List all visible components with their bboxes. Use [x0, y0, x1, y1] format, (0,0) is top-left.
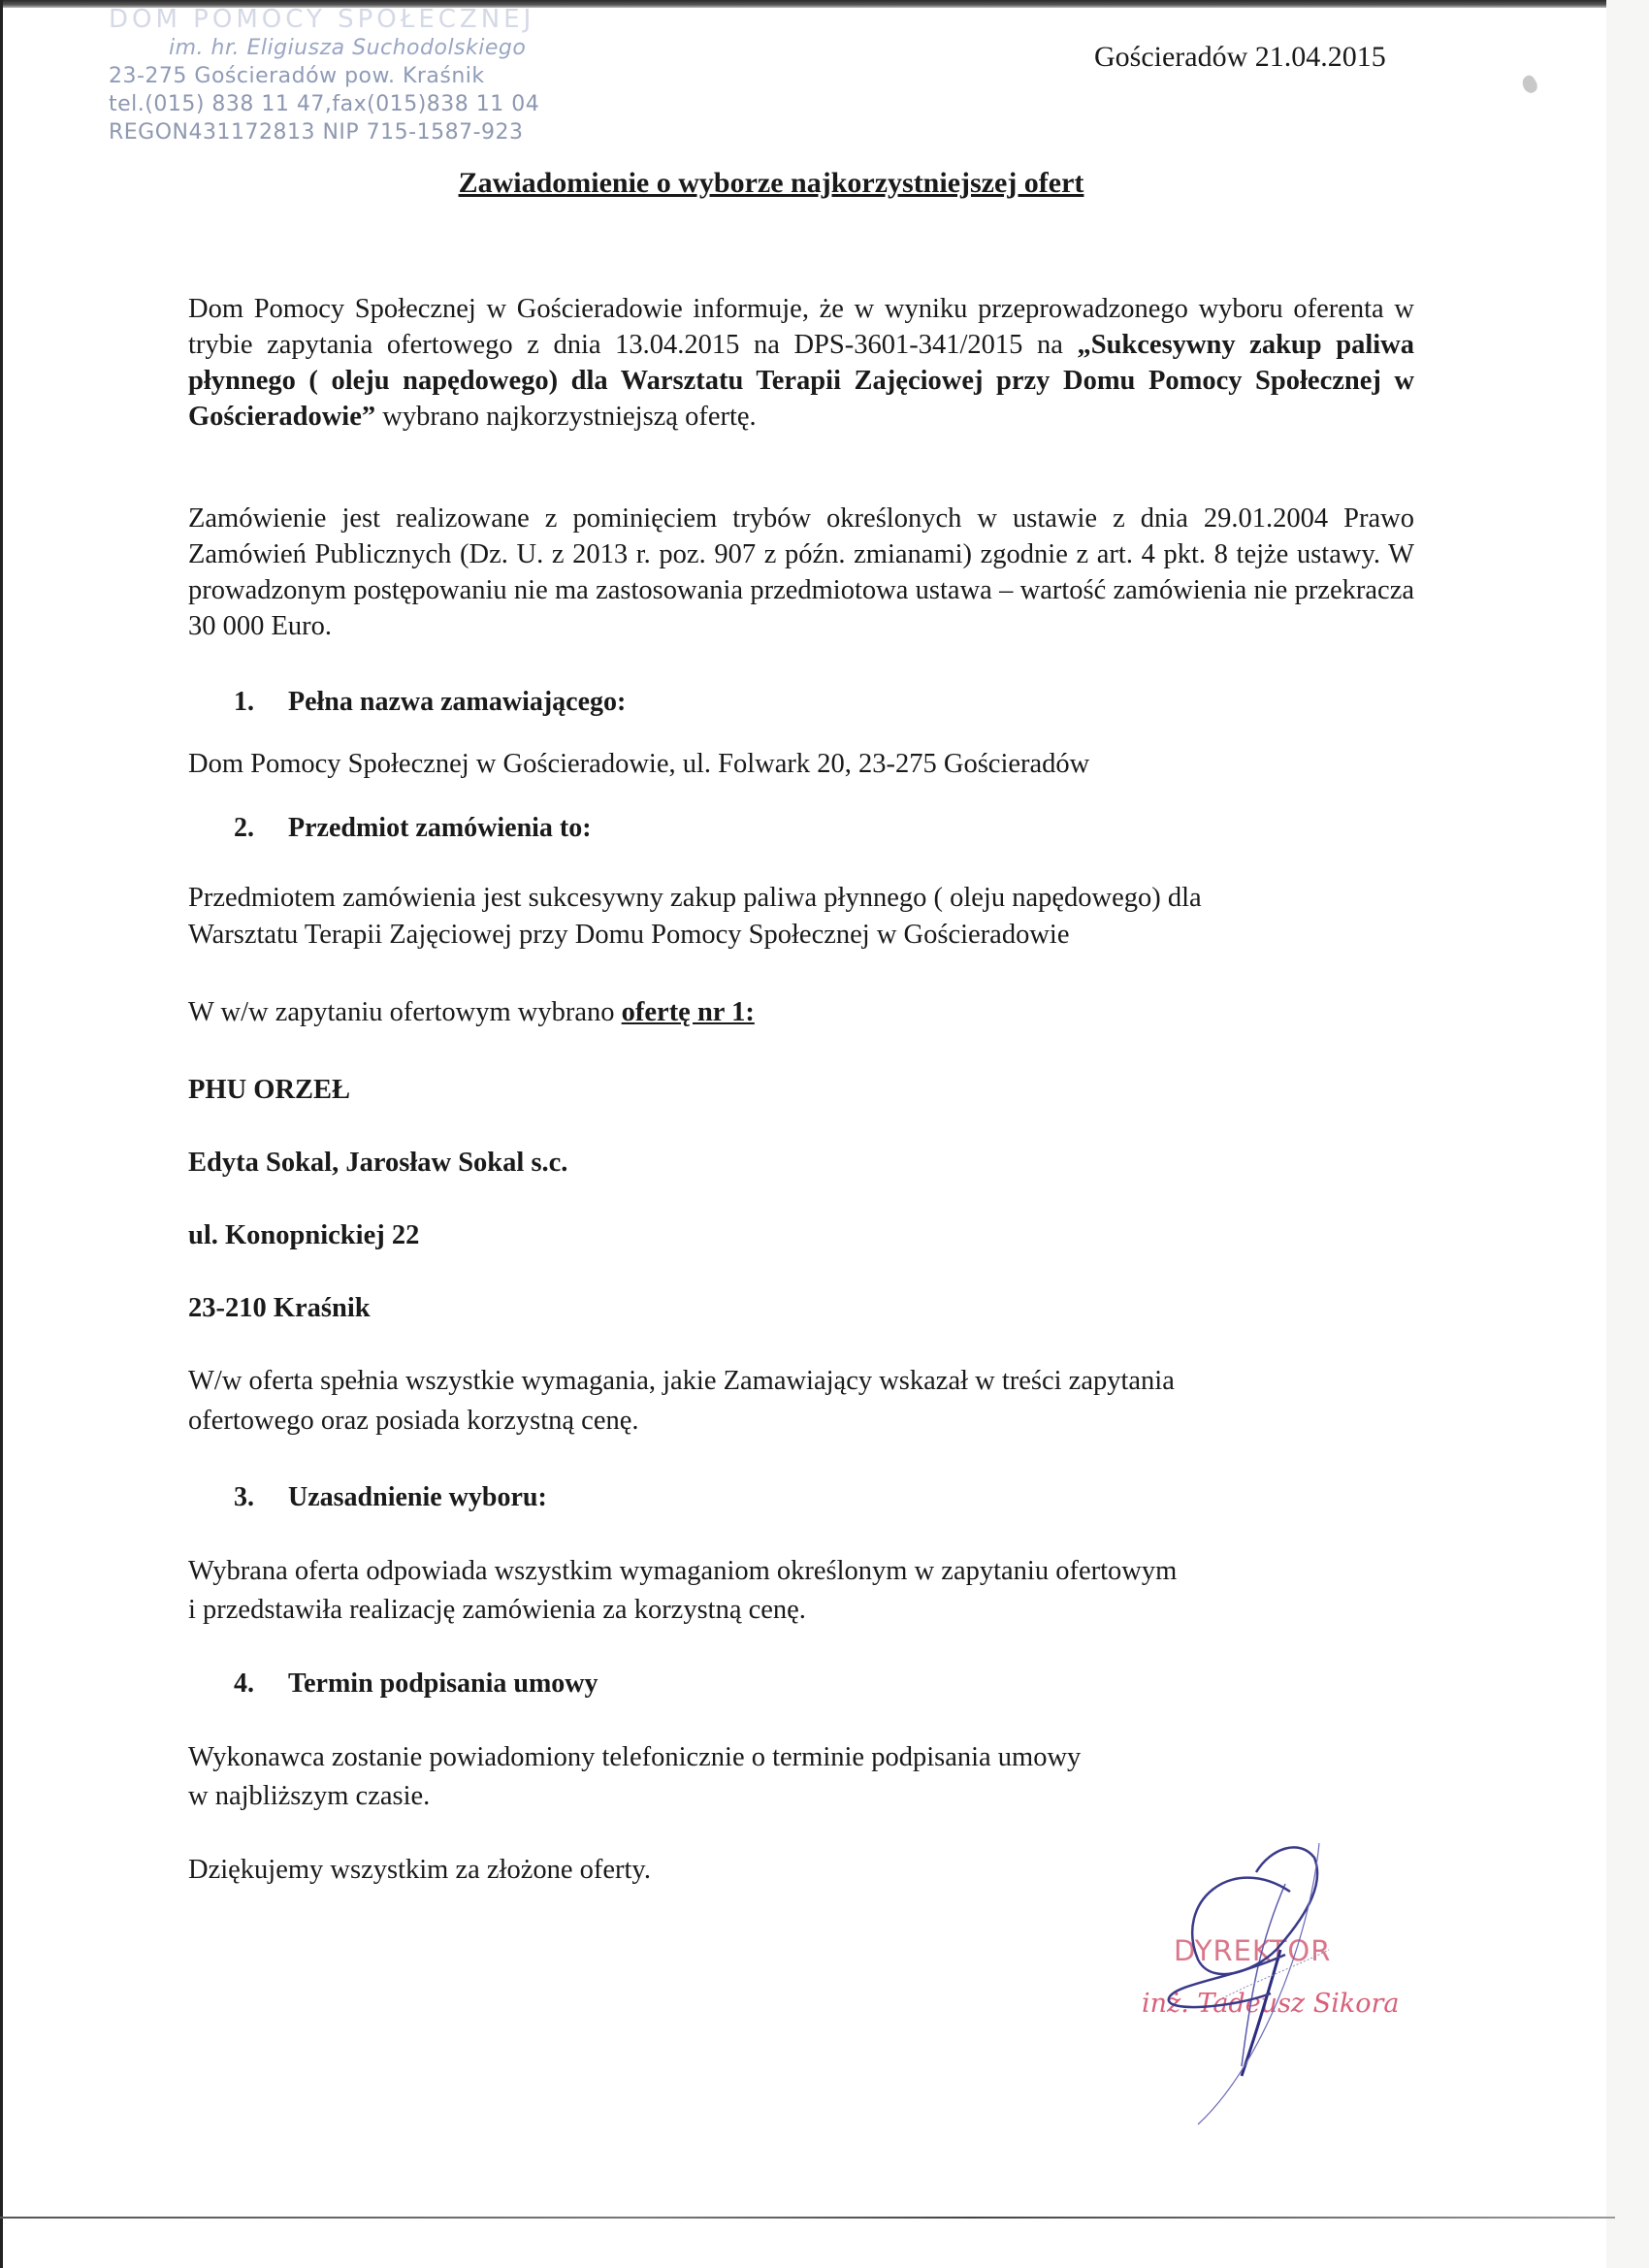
document-title-text: Zawiadomienie o wyborze najkorzystniejszej ofert: [458, 167, 1084, 199]
section-title: Pełna nazwa zamawiającego:: [288, 687, 627, 717]
scan-left-border: [0, 0, 3, 2268]
section-3-body-line1: Wybrana oferta odpowiada wszystkim wymaganiom określonym w zapytaniu ofertowym: [188, 1556, 1178, 1586]
offer-city: 23-210 Kraśnik: [188, 1293, 371, 1323]
closing-line: Dziękujemy wszystkim za złożone oferty.: [188, 1855, 651, 1885]
offer-company: PHU ORZEŁ: [188, 1075, 351, 1105]
handwritten-signature-icon: [1116, 1824, 1426, 2154]
compliance-line2: ofertowego oraz posiada korzystną cenę.: [188, 1406, 639, 1436]
section-3-heading: [234, 1482, 547, 1513]
selected-offer-number: ofertę nr 1:: [621, 997, 755, 1027]
section-4-body-line2: w najbliższym czasie.: [188, 1781, 431, 1811]
section-number: 1.: [234, 687, 254, 717]
institution-stamp: [109, 6, 555, 146]
stamp-line-regon: REGON431172813 NIP 715-1587-923: [109, 120, 524, 145]
section-title: Przedmiot zamówienia to:: [288, 813, 592, 843]
intro-text: Dom Pomocy Społecznej w Gościeradowie informuje, że w wyniku przeprowadzonego wyboru oferenta w trybie zapytania ofertowego z dnia 13.04.2015 na DPS-3601-341/2015 na: [188, 294, 1414, 360]
document-title: [0, 167, 1649, 200]
selected-offer-line: [188, 997, 755, 1028]
section-1-heading: [234, 687, 626, 718]
offer-street: ul. Konopnickiej 22: [188, 1220, 420, 1250]
intro-conclusion: wybrano najkorzystniejszą ofertę.: [375, 402, 757, 432]
section-3-body-line2: i przedstawiła realizację zamówienia za korzystną cenę.: [188, 1595, 806, 1625]
selected-offer-intro: W w/w zapytaniu ofertowym wybrano: [188, 997, 622, 1027]
director-stamp-name: inż. Tadeusz Sikora: [1142, 1989, 1400, 2019]
stamp-line-address: 23-275 Gościeradów pow. Kraśnik: [109, 64, 485, 88]
stamp-line-name: DOM POMOCY SPOŁECZNEJ: [109, 5, 535, 34]
section-number: 3.: [234, 1482, 254, 1512]
section-2-body-line2: Warsztatu Terapii Zajęciowej przy Domu Pomocy Społecznej w Gościeradowie: [188, 920, 1070, 950]
section-title: Termin podpisania umowy: [288, 1669, 598, 1699]
compliance-line1: W/w oferta spełnia wszystkie wymagania, jakie Zamawiający wskazał w treści zapytania: [188, 1366, 1175, 1396]
stamp-line-patron: im. hr. Eligiusza Suchodolskiego: [169, 36, 527, 60]
offer-owners: Edyta Sokal, Jarosław Sokal s.c.: [188, 1148, 568, 1178]
section-2-heading: [234, 813, 592, 844]
scan-bottom-line: [0, 2217, 1615, 2219]
stamp-line-phone: tel.(015) 838 11 47,fax(015)838 11 04: [109, 92, 540, 116]
section-number: 4.: [234, 1669, 254, 1699]
section-4-body-line1: Wykonawca zostanie powiadomiony telefonicznie o terminie podpisania umowy: [188, 1742, 1082, 1772]
scan-speck: [1519, 74, 1539, 96]
place-date: Gościeradów 21.04.2015: [1094, 41, 1386, 73]
scan-right-margin: [1606, 0, 1649, 2268]
legal-paragraph: Zamówienie jest realizowane z pominięciem trybów określonych w ustawie z dnia 29.01.2004 Prawo Zamówień Publicznych (Dz. U. z 2013 r. poz. 907 z późn. zmianami) zgodnie z art. 4 pkt. 8 tejże ustawy. W prowadzonym postępowaniu nie ma zastosowania przedmiotowa ustawa – wartość zamówienia nie przekracza 30 000 Euro.: [188, 503, 1414, 641]
section-1-body: Dom Pomocy Społecznej w Gościeradowie, ul. Folwark 20, 23-275 Gościeradów: [188, 749, 1090, 779]
section-4-heading: [234, 1669, 598, 1700]
section-title: Uzasadnienie wyboru:: [288, 1482, 547, 1512]
director-stamp-title: DYREKTOR: [1174, 1934, 1332, 1967]
section-number: 2.: [234, 813, 254, 843]
intro-paragraph: [188, 291, 1414, 435]
intro-subject: „Sukcesywny zakup paliwa płynnego ( oleju napędowego) dla Warsztatu Terapii Zajęciowej przy Domu Pomocy Społecznej w Gościeradowie”: [188, 330, 1414, 432]
section-2-body-line1: Przedmiotem zamówienia jest sukcesywny zakup paliwa płynnego ( oleju napędowego) dla: [188, 883, 1202, 913]
